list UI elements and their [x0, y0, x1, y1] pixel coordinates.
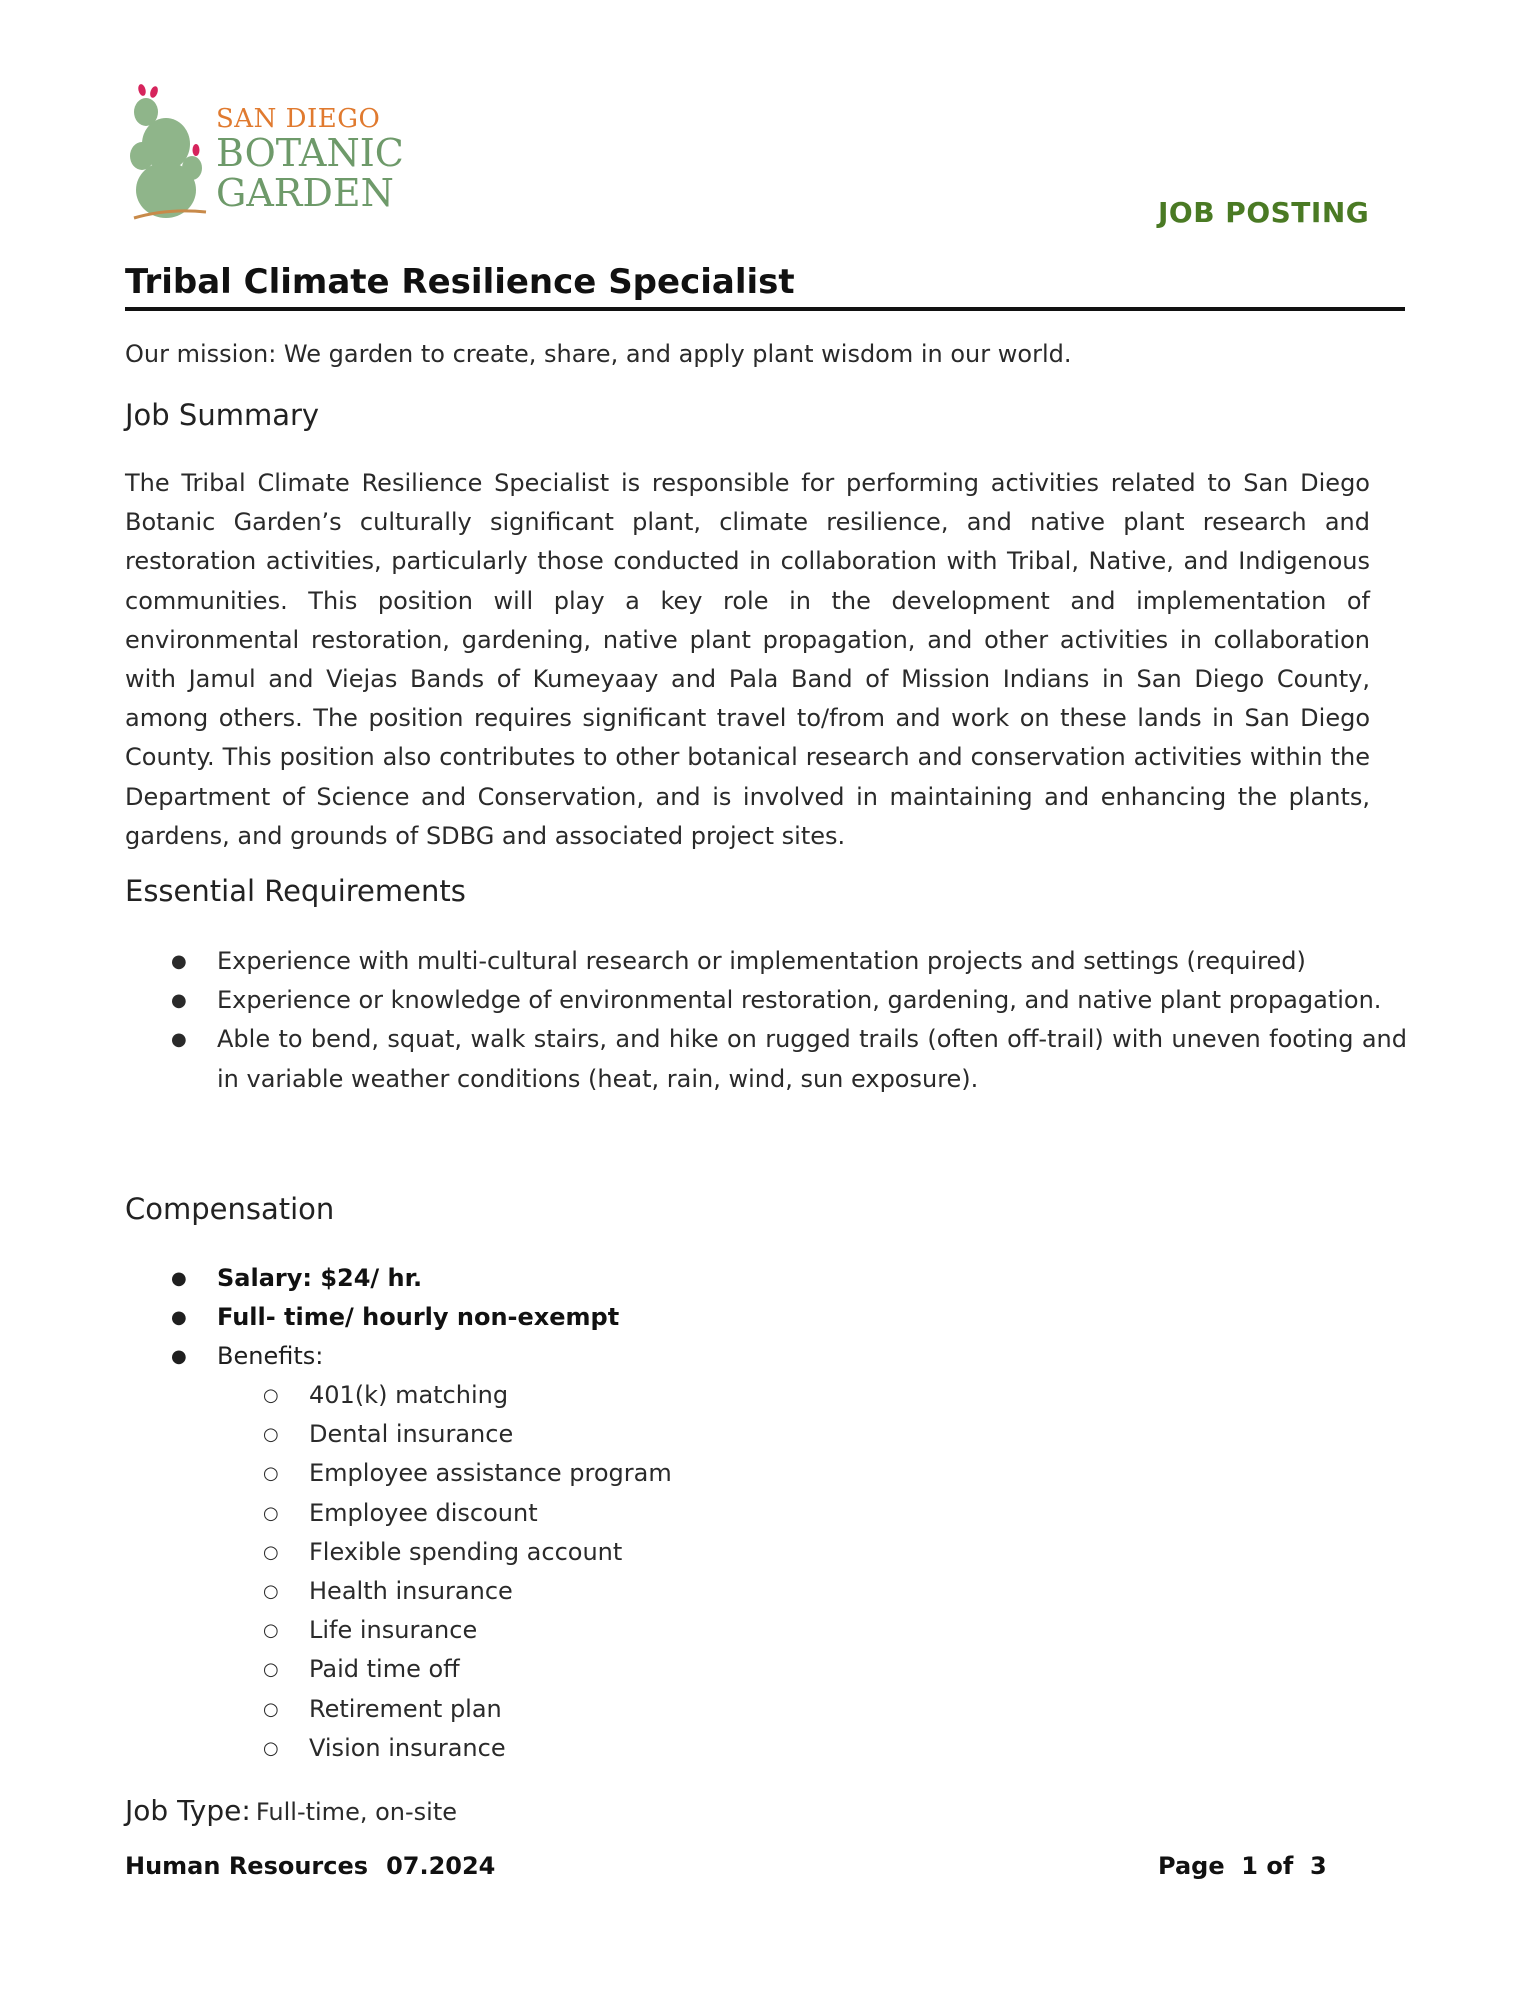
- bullet-icon: ●: [171, 951, 187, 972]
- requirement-text: Experience or knowledge of environmental restoration, gardening, and native plant propagation.: [217, 986, 1382, 1015]
- essential-requirements-heading: Essential Requirements: [125, 874, 466, 908]
- circle-bullet-icon: ○: [263, 1698, 279, 1720]
- benefits-list: [125, 1376, 1125, 1768]
- circle-bullet-icon: ○: [263, 1581, 279, 1603]
- benefit-text: Employee assistance program: [309, 1459, 672, 1488]
- benefit-text: Dental insurance: [309, 1420, 514, 1449]
- logo-line-garden: GARDEN: [216, 171, 394, 215]
- job-summary-heading: Job Summary: [125, 398, 320, 432]
- circle-bullet-icon: ○: [263, 1659, 279, 1681]
- job-type: [125, 1794, 457, 1827]
- list-item: [125, 1259, 1225, 1298]
- list-item: [125, 1729, 1125, 1768]
- botanic-garden-logo: [128, 84, 418, 224]
- cactus-logo-icon: [128, 84, 218, 224]
- benefit-text: Employee discount: [309, 1498, 538, 1527]
- list-item: [125, 942, 1407, 981]
- bullet-icon: ●: [171, 1268, 187, 1289]
- list-item: [125, 1337, 1225, 1376]
- benefit-text: Flexible spending account: [309, 1537, 623, 1566]
- mission-statement: Our mission: We garden to create, share, and apply plant wisdom in our world.: [125, 340, 1072, 368]
- page-number: Page 1 of 3: [1158, 1852, 1327, 1880]
- circle-bullet-icon: ○: [263, 1620, 279, 1642]
- benefits-label: Benefits:: [217, 1342, 324, 1371]
- employment-status-text: Full- time/ hourly non-exempt: [217, 1303, 620, 1332]
- circle-bullet-icon: ○: [263, 1737, 279, 1759]
- list-item: [125, 981, 1407, 1020]
- job-type-value: Full-time, on-site: [255, 1798, 457, 1826]
- salary-text: Salary: $24/ hr.: [217, 1264, 423, 1292]
- benefit-text: Vision insurance: [309, 1733, 506, 1762]
- list-item: [125, 1298, 1225, 1337]
- list-item: [125, 1650, 1125, 1689]
- benefit-text: Paid time off: [309, 1655, 460, 1684]
- page-title: Tribal Climate Resilience Specialist: [125, 262, 795, 302]
- list-item: [125, 1690, 1125, 1729]
- logo-line-san-diego: SAN DIEGO: [216, 104, 381, 134]
- bullet-icon: ●: [171, 1307, 187, 1329]
- benefit-text: 401(k) matching: [309, 1381, 509, 1409]
- requirements-list: [125, 942, 1407, 1099]
- circle-bullet-icon: ○: [263, 1424, 279, 1446]
- list-item: [125, 1572, 1125, 1611]
- requirement-text: Able to bend, squat, walk stairs, and hike on rugged trails (often off-trail) with uneven footing and in variable weather conditions (heat, rain, wind, sun exposure).: [217, 1025, 1407, 1093]
- footer-department: [125, 1852, 495, 1880]
- list-item: [125, 1611, 1125, 1650]
- benefit-text: Life insurance: [309, 1616, 478, 1645]
- bullet-icon: ●: [171, 990, 187, 1012]
- compensation-list: [125, 1259, 1225, 1377]
- list-item: [125, 1415, 1125, 1454]
- title-divider: [125, 307, 1405, 311]
- compensation-heading: Compensation: [125, 1192, 335, 1226]
- list-item: [125, 1454, 1125, 1493]
- footer-department-name: Human Resources: [125, 1852, 369, 1880]
- benefit-text: Health insurance: [309, 1577, 513, 1606]
- list-item: [125, 1533, 1125, 1572]
- bullet-icon: ●: [171, 1346, 187, 1368]
- footer-date: 07.2024: [386, 1852, 496, 1880]
- list-item: [125, 1376, 1125, 1415]
- job-type-label: Job Type:: [125, 1794, 251, 1827]
- circle-bullet-icon: ○: [263, 1463, 279, 1485]
- circle-bullet-icon: ○: [263, 1541, 279, 1563]
- circle-bullet-icon: ○: [263, 1385, 279, 1406]
- list-item: [125, 1020, 1407, 1098]
- logo-wordmark: [216, 104, 404, 215]
- job-summary-text: The Tribal Climate Resilience Specialist is responsible for performing activities related to San Diego Botanic Garden’s culturally significant plant, climate resilience, and native plant research and restoration activities, particularly those conducted in collaboration with Tribal, Native, and Indigenous communities. This position will play a key role in the development and implementation of environmental restoration, gardening, native plant propagation, and other activities in collaboration with Jamul and Viejas Bands of Kumeyaay and Pala Band of Mission Indians in San Diego County, among others. The position requires significant travel to/from and work on these lands in San Diego County. This position also contributes to other botanical research and conservation activities within the Department of Science and Conservation, and is involved in maintaining and enhancing the plants, gardens, and grounds of SDBG and associated project sites.: [125, 469, 1370, 850]
- logo-line-botanic: BOTANIC: [216, 131, 404, 175]
- benefit-text: Retirement plan: [309, 1694, 502, 1723]
- job-posting-label: JOB POSTING: [1158, 196, 1370, 229]
- bullet-icon: ●: [171, 1029, 187, 1051]
- list-item: [125, 1494, 1125, 1533]
- circle-bullet-icon: ○: [263, 1502, 279, 1524]
- requirement-text: Experience with multi-cultural research or implementation projects and settings (required): [217, 947, 1306, 975]
